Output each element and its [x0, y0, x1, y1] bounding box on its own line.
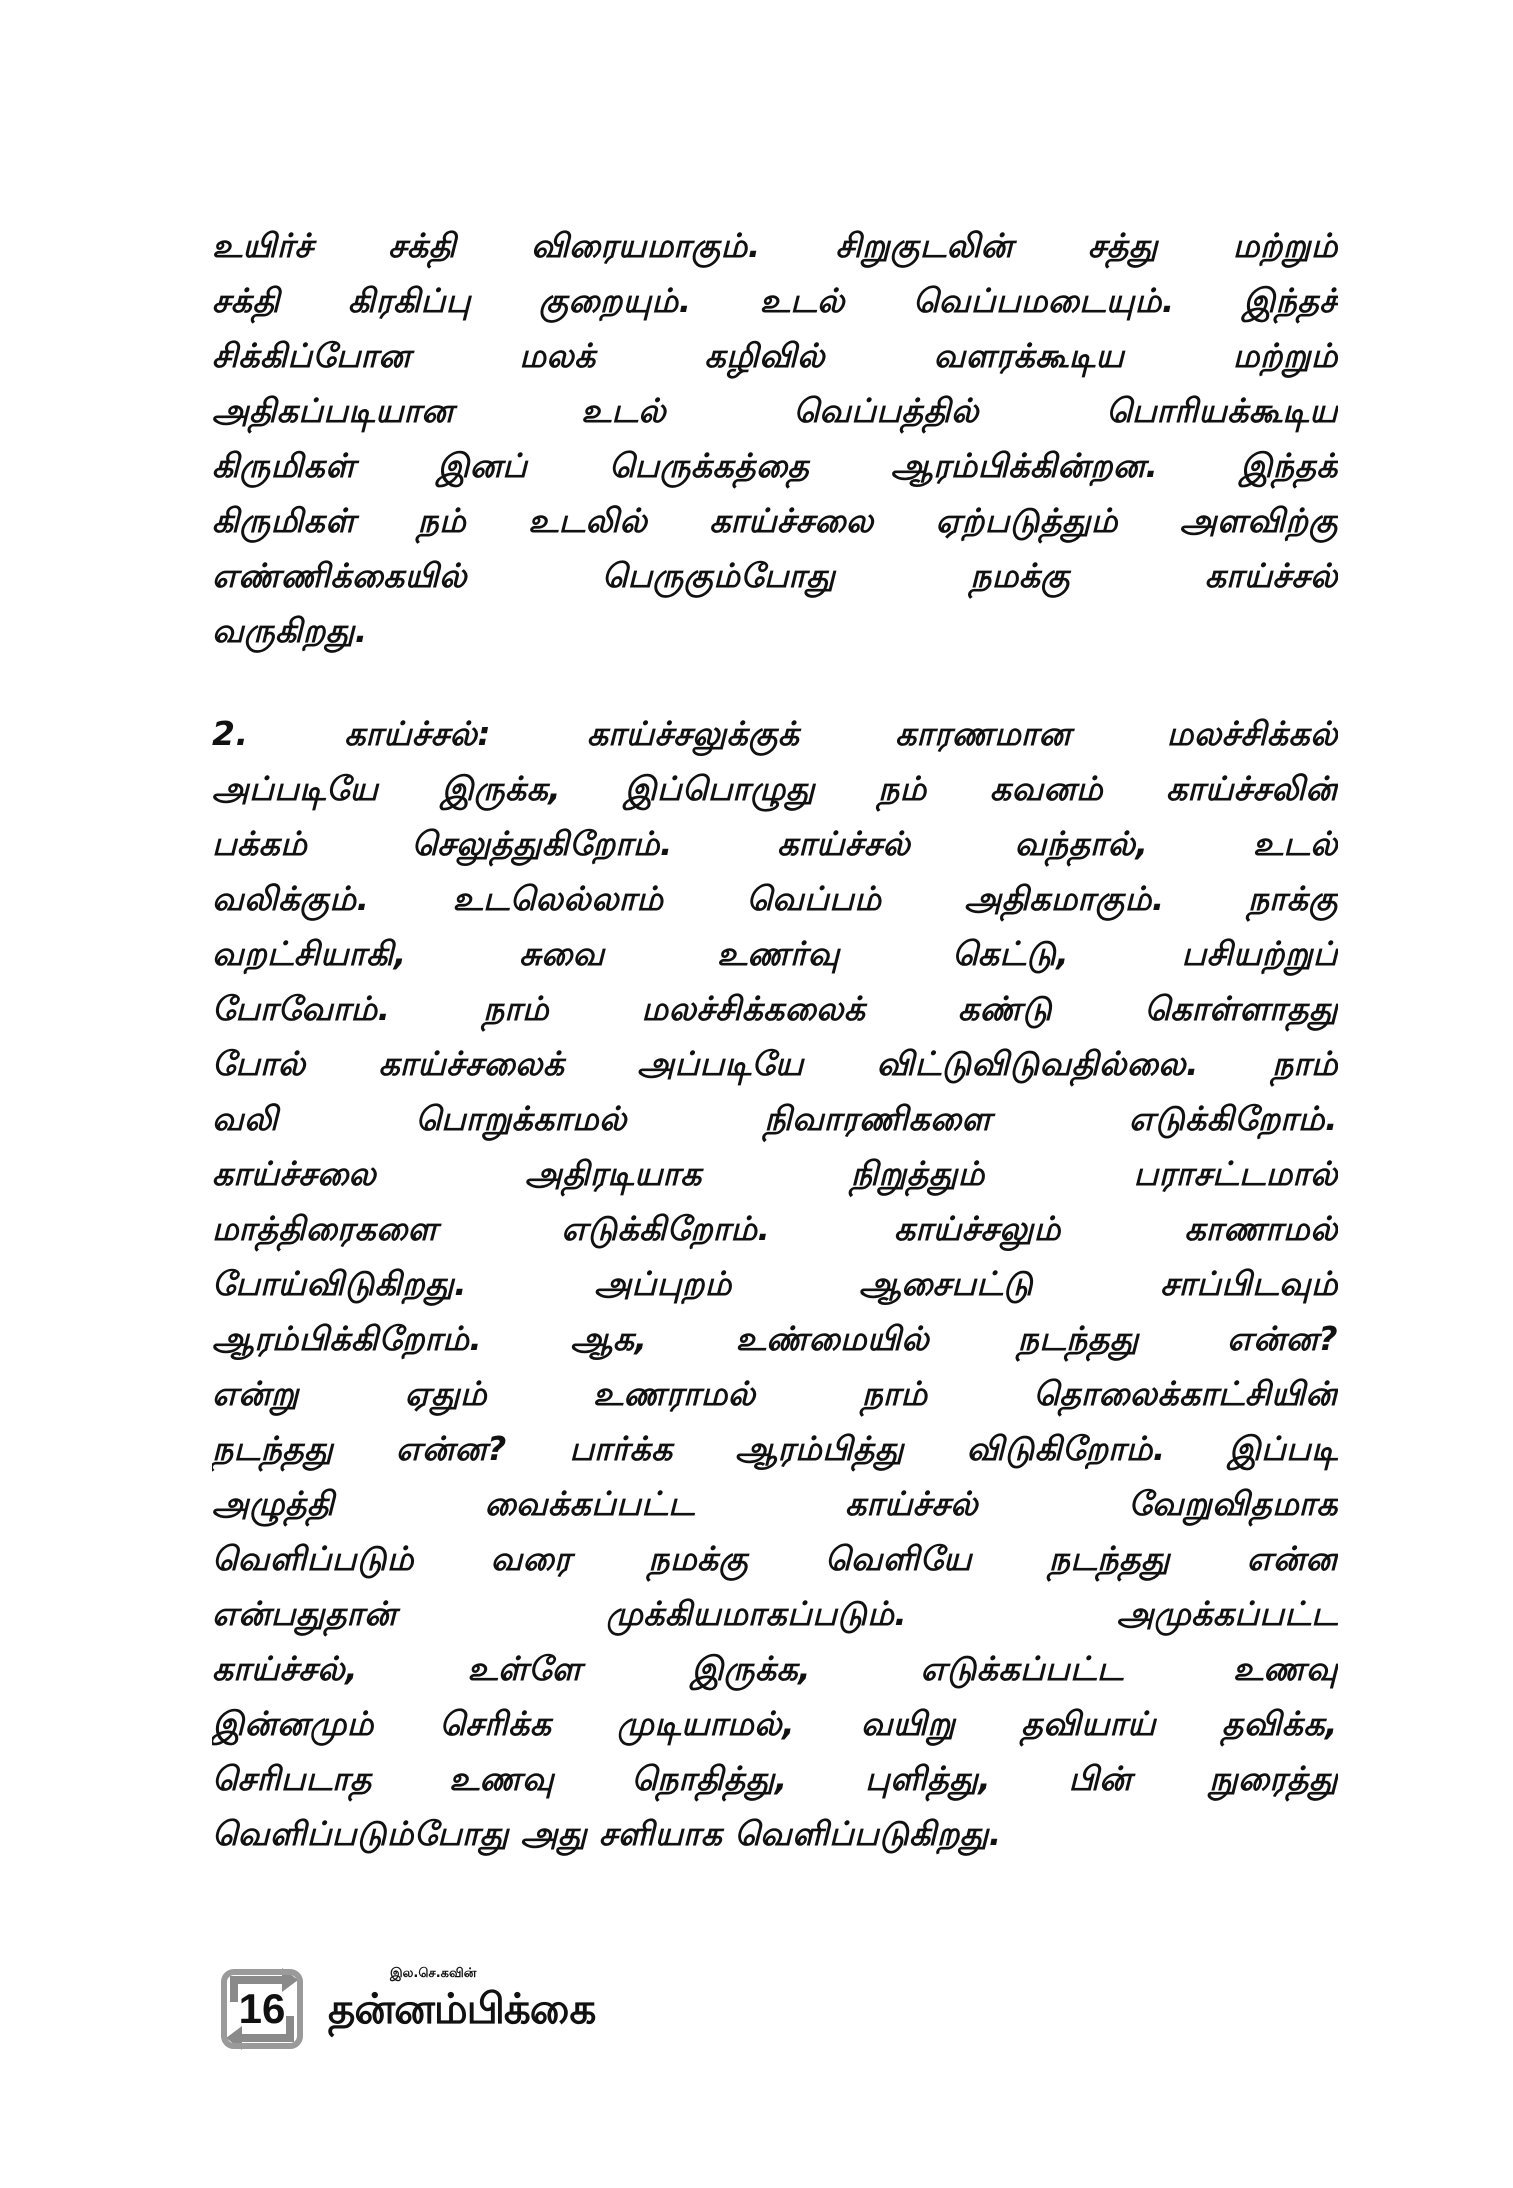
text-line: காய்ச்சலை அதிரடியாக நிறுத்தும் பராசட்டமால்	[212, 1154, 1338, 1193]
paragraph-2	[212, 706, 1338, 1861]
page-footer	[212, 1962, 672, 2062]
text-line: போய்விடுகிறது. அப்புறம் ஆசைபட்டு சாப்பிடவும்	[212, 1264, 1338, 1303]
section-heading: 2. காய்ச்சல்:	[212, 714, 492, 753]
text-line: வலிக்கும். உடலெல்லாம் வெப்பம் அதிகமாகும். நாக்கு	[212, 879, 1338, 918]
magazine-editor-label: இல.செ.கவின்	[390, 1966, 477, 1981]
text-line: வெளிப்படும்போது அது சளியாக வெளிப்படுகிறது.	[212, 1814, 1002, 1853]
text-line: இன்னமும் செரிக்க முடியாமல், வயிறு தவியாய் தவிக்க,	[212, 1704, 1338, 1743]
text-line: உயிர்ச் சக்தி விரையமாகும். சிறுகுடலின் சத்து மற்றும்	[212, 226, 1338, 265]
paragraph-1	[212, 218, 1338, 658]
text-line: எண்ணிக்கையில் பெருகும்போது நமக்கு காய்ச்சல்	[212, 556, 1338, 595]
first-line-text: காய்ச்சலுக்குக் காரணமான மலச்சிக்கல்	[586, 714, 1338, 753]
text-line: அழுத்தி வைக்கப்பட்ட காய்ச்சல் வேறுவிதமாக	[212, 1484, 1338, 1523]
text-line: ஆரம்பிக்கிறோம். ஆக, உண்மையில் நடந்தது என்ன?	[212, 1319, 1338, 1358]
text-line: கிருமிகள் நம் உடலில் காய்ச்சலை ஏற்படுத்தும் அளவிற்கு	[212, 501, 1338, 540]
text-line: பக்கம் செலுத்துகிறோம். காய்ச்சல் வந்தால், உடல்	[212, 824, 1338, 863]
text-line: வறட்சியாகி, சுவை உணர்வு கெட்டு, பசியற்றுப்	[212, 934, 1338, 973]
text-line: அதிகப்படியான உடல் வெப்பத்தில் பொரியக்கூடிய	[212, 391, 1338, 430]
text-line: வெளிப்படும் வரை நமக்கு வெளியே நடந்தது என்ன	[212, 1539, 1338, 1578]
page-number-badge	[212, 1962, 312, 2056]
text-line: கிருமிகள் இனப் பெருக்கத்தை ஆரம்பிக்கின்றன. இந்தக்	[212, 446, 1338, 485]
text-line: என்பதுதான் முக்கியமாகப்படும். அமுக்கப்பட்ட	[212, 1594, 1338, 1633]
text-line: வலி பொறுக்காமல் நிவாரணிகளை எடுக்கிறோம்.	[212, 1099, 1338, 1138]
text-line: என்று ஏதும் உணராமல் நாம் தொலைக்காட்சியின்	[212, 1374, 1338, 1413]
page-number: 16	[238, 1985, 286, 2032]
text-line-first	[212, 706, 1338, 761]
text-line: அப்படியே இருக்க, இப்பொழுது நம் கவனம் காய்ச்சலின்	[212, 769, 1338, 808]
text-line: போல் காய்ச்சலைக் அப்படியே விட்டுவிடுவதில்லை. நாம்	[212, 1044, 1338, 1083]
text-line: சக்தி கிரகிப்பு குறையும். உடல் வெப்பமடையும். இந்தச்	[212, 281, 1338, 320]
text-line: காய்ச்சல், உள்ளே இருக்க, எடுக்கப்பட்ட உணவு	[212, 1649, 1338, 1688]
magazine-title: தன்னம்பிக்கை	[328, 1984, 596, 2033]
text-line: மாத்திரைகளை எடுக்கிறோம். காய்ச்சலும் காணாமல்	[212, 1209, 1338, 1248]
text-line: சிக்கிப்போன மலக் கழிவில் வளரக்கூடிய மற்றும்	[212, 336, 1338, 375]
text-line: செரிபடாத உணவு நொதித்து, புளித்து, பின் நுரைத்து	[212, 1759, 1338, 1798]
text-line: வருகிறது.	[212, 611, 368, 650]
text-line: நடந்தது என்ன? பார்க்க ஆரம்பித்து விடுகிறோம். இப்படி	[212, 1429, 1338, 1468]
text-line: போவோம். நாம் மலச்சிக்கலைக் கண்டு கொள்ளாதது	[212, 989, 1338, 1028]
